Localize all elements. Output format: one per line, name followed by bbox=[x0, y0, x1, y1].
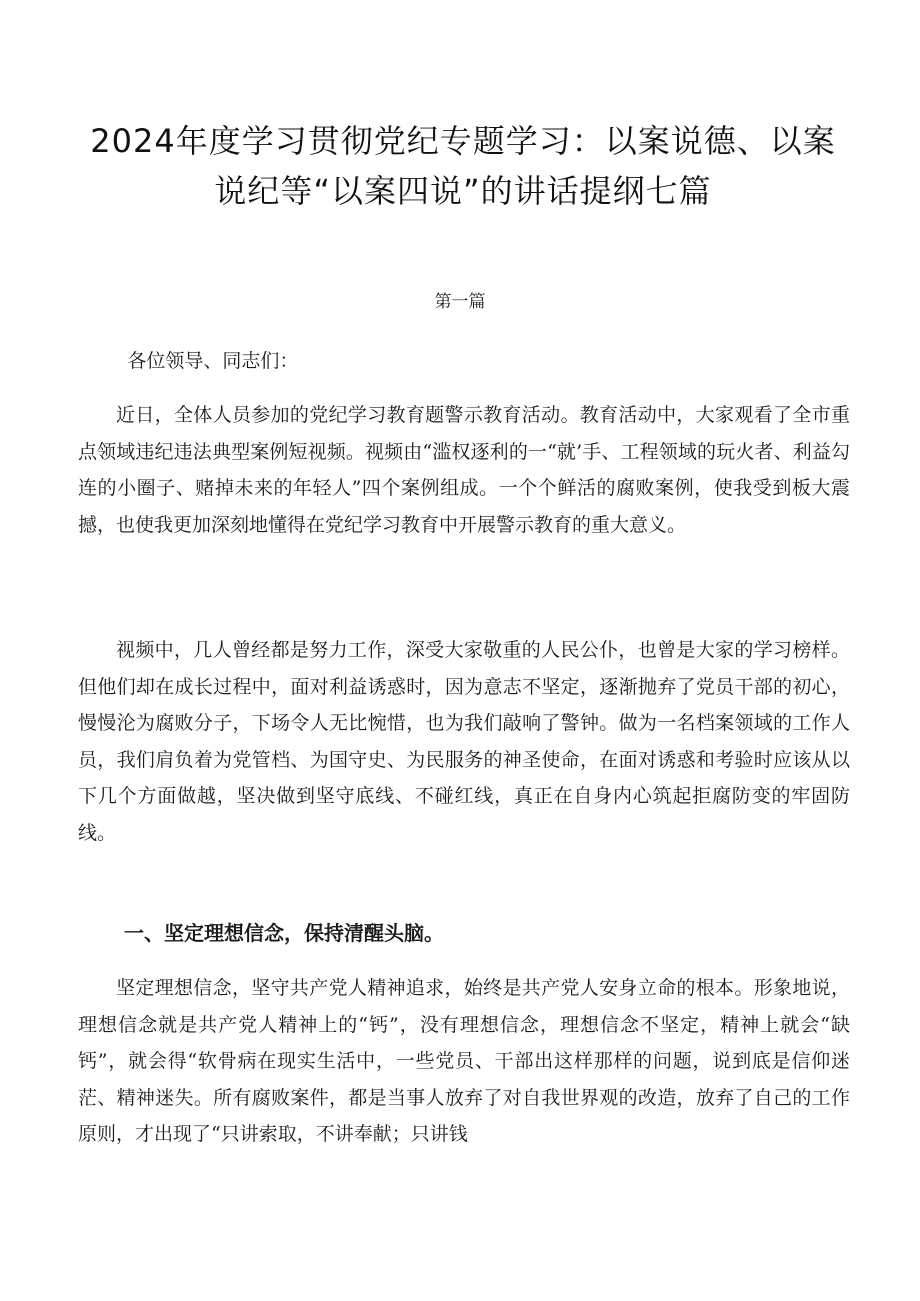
paragraph-1: 近日，全体人员参加的党纪学习教育题警示教育活动。教育活动中，大家观看了全市重点领域违纪违法典型案例短视频。视频由“滥权逐利的一“就’手、工程领域的玩火者、利益勾连的小圈子、赌掉未来的年轻人”四个案例组成。一个个鲜活的腐败案例，使我受到板大震撼，也使我更加深刻地懂得在党纪学习教育中开展警示教育的重大意义。 bbox=[78, 404, 850, 536]
salutation: 各位领导、同志们： bbox=[127, 350, 299, 372]
section-heading: 一、坚定理想信念，保持清醒头脑。 bbox=[124, 921, 444, 945]
document-title: 2024年度学习贯彻党纪专题学习：以案说德、以案说纪等“以案四说”的讲话提纲七篇 bbox=[90, 122, 836, 210]
paragraph-3: 坚定理想信念，坚守共产党人精神追求，始终是共产党人安身立命的根本。形象地说，理想信念就是共产党人精神上的“钙”，没有理想信念，理想信念不坚定，精神上就会“缺钙”，就会得“软骨病在现实生活中，一些党员、干部出这样那样的问题，说到底是信仰迷茫、精神迷失。所有腐败案件，都是当事人放弃了对自我世界观的改造，放弃了自己的工作原则，才出现了“只讲索取，不讲奉献；只讲钱 bbox=[78, 977, 850, 1145]
section-label: 第一篇 bbox=[434, 292, 486, 312]
paragraph-2: 视频中，几人曾经都是努力工作，深受大家敬重的人民公仆，也曾是大家的学习榜样。但他们却在成长过程中，面对利益诱惑时，因为意志不坚定，逐渐抛弃了党员干部的初心，慢慢沦为腐败分子，下场令人无比惋惜，也为我们敲响了警钟。做为一名档案领域的工作人员，我们肩负着为党管档、为国守史、为民服务的神圣使命，在面对诱惑和考验时应该从以下几个方面做越，坚决做到坚守底线、不碰红线，真正在自身内心筑起拒腐防变的牢固防线。 bbox=[78, 639, 850, 844]
